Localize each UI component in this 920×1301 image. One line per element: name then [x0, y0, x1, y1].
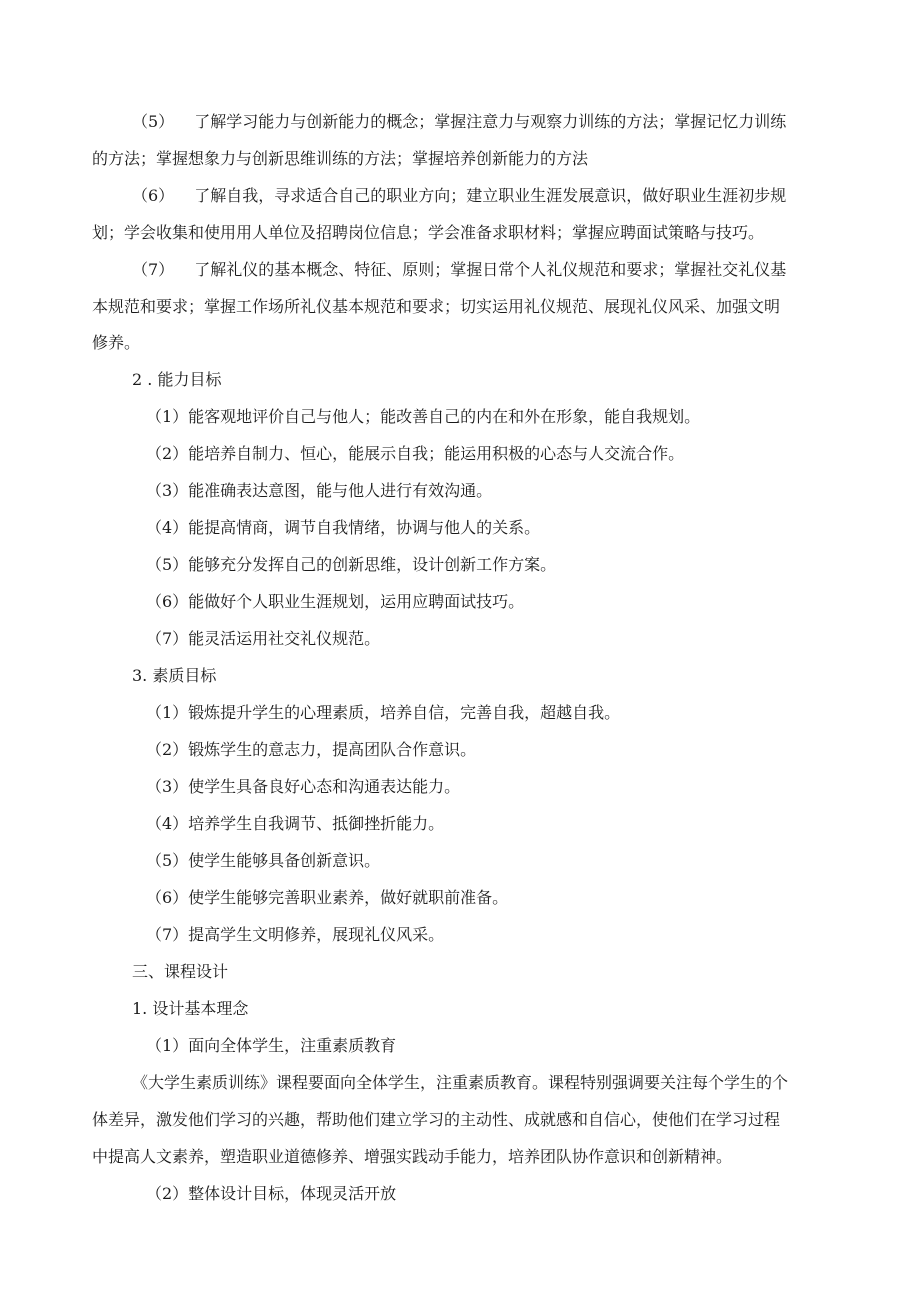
- quality-item-1: （1）锻炼提升学生的心理素质，培养自信，完善自我，超越自我。: [146, 703, 621, 722]
- quality-item-3: （3）使学生具备良好心态和沟通表达能力。: [146, 777, 461, 796]
- design-paragraph-line-1: 《大学生素质训练》课程要面向全体学生，注重素质教育。课程特别强调要关注每个学生的个: [132, 1073, 789, 1092]
- quality-item-7: （7）提高学生文明修养，展现礼仪风采。: [146, 925, 445, 944]
- design-paragraph-line-3: 中提高人文素养，塑造职业道德修养、增强实践动手能力，培养团队协作意识和创新精神。: [92, 1147, 733, 1166]
- ability-item-3: （3）能准确表达意图，能与他人进行有效沟通。: [146, 481, 493, 500]
- item-number: （5）: [132, 112, 175, 131]
- ability-item-5: （5）能够充分发挥自己的创新思维，设计创新工作方案。: [146, 555, 557, 574]
- knowledge-item-5-line-1: （5） 了解学习能力与创新能力的概念；掌握注意力与观察力训练的方法；掌握记忆力训练: [132, 112, 787, 131]
- knowledge-item-7-line-2: 本规范和要求；掌握工作场所礼仪基本规范和要求；切实运用礼仪规范、展现礼仪风采、加强文明: [92, 297, 781, 316]
- knowledge-item-6-line-2: 划；学会收集和使用用人单位及招聘岗位信息；学会准备求职材料；掌握应聘面试策略与技巧。: [92, 223, 765, 242]
- quality-item-2: （2）锻炼学生的意志力，提高团队合作意识。: [146, 740, 477, 759]
- ability-heading: 2 . 能力目标: [132, 370, 222, 389]
- quality-item-5: （5）使学生能够具备创新意识。: [146, 851, 381, 870]
- knowledge-item-5-line-2: 的方法；掌握想象力与创新思维训练的方法；掌握培养创新能力的方法: [92, 149, 589, 168]
- quality-item-4: （4）培养学生自我调节、抵御挫折能力。: [146, 814, 445, 833]
- knowledge-item-7-line-1: （7） 了解礼仪的基本概念、特征、原则；掌握日常个人礼仪规范和要求；掌握社交礼仪基: [132, 260, 787, 279]
- item-number: （7）: [132, 260, 175, 279]
- quality-heading: 3. 素质目标: [132, 666, 217, 685]
- ability-item-6: （6）能做好个人职业生涯规划，运用应聘面试技巧。: [146, 592, 525, 611]
- ability-item-1: （1）能客观地评价自己与他人；能改善自己的内在和外在形象，能自我规划。: [146, 407, 701, 426]
- ability-item-7: （7）能灵活运用社交礼仪规范。: [146, 629, 381, 648]
- ability-item-4: （4）能提高情商，调节自我情绪，协调与他人的关系。: [146, 518, 541, 537]
- course-design-heading: 三、课程设计: [132, 962, 229, 981]
- knowledge-item-7-line-3: 修养。: [92, 333, 141, 352]
- ability-item-2: （2）能培养自制力、恒心，能展示自我；能运用积极的心态与人交流合作。: [146, 444, 685, 463]
- item-number: （6）: [132, 186, 175, 205]
- design-paragraph-line-2: 体差异，激发他们学习的兴趣，帮助他们建立学习的主动性、成就感和自信心，使他们在学习过程: [92, 1110, 781, 1129]
- design-point-2: （2）整体设计目标，体现灵活开放: [146, 1184, 397, 1203]
- design-point-1: （1）面向全体学生，注重素质教育: [146, 1036, 397, 1055]
- quality-item-6: （6）使学生能够完善职业素养，做好就职前准备。: [146, 888, 509, 907]
- knowledge-item-6-line-1: （6） 了解自我，寻求适合自己的职业方向；建立职业生涯发展意识，做好职业生涯初步规: [132, 186, 787, 205]
- design-philosophy-heading: 1. 设计基本理念: [132, 999, 249, 1018]
